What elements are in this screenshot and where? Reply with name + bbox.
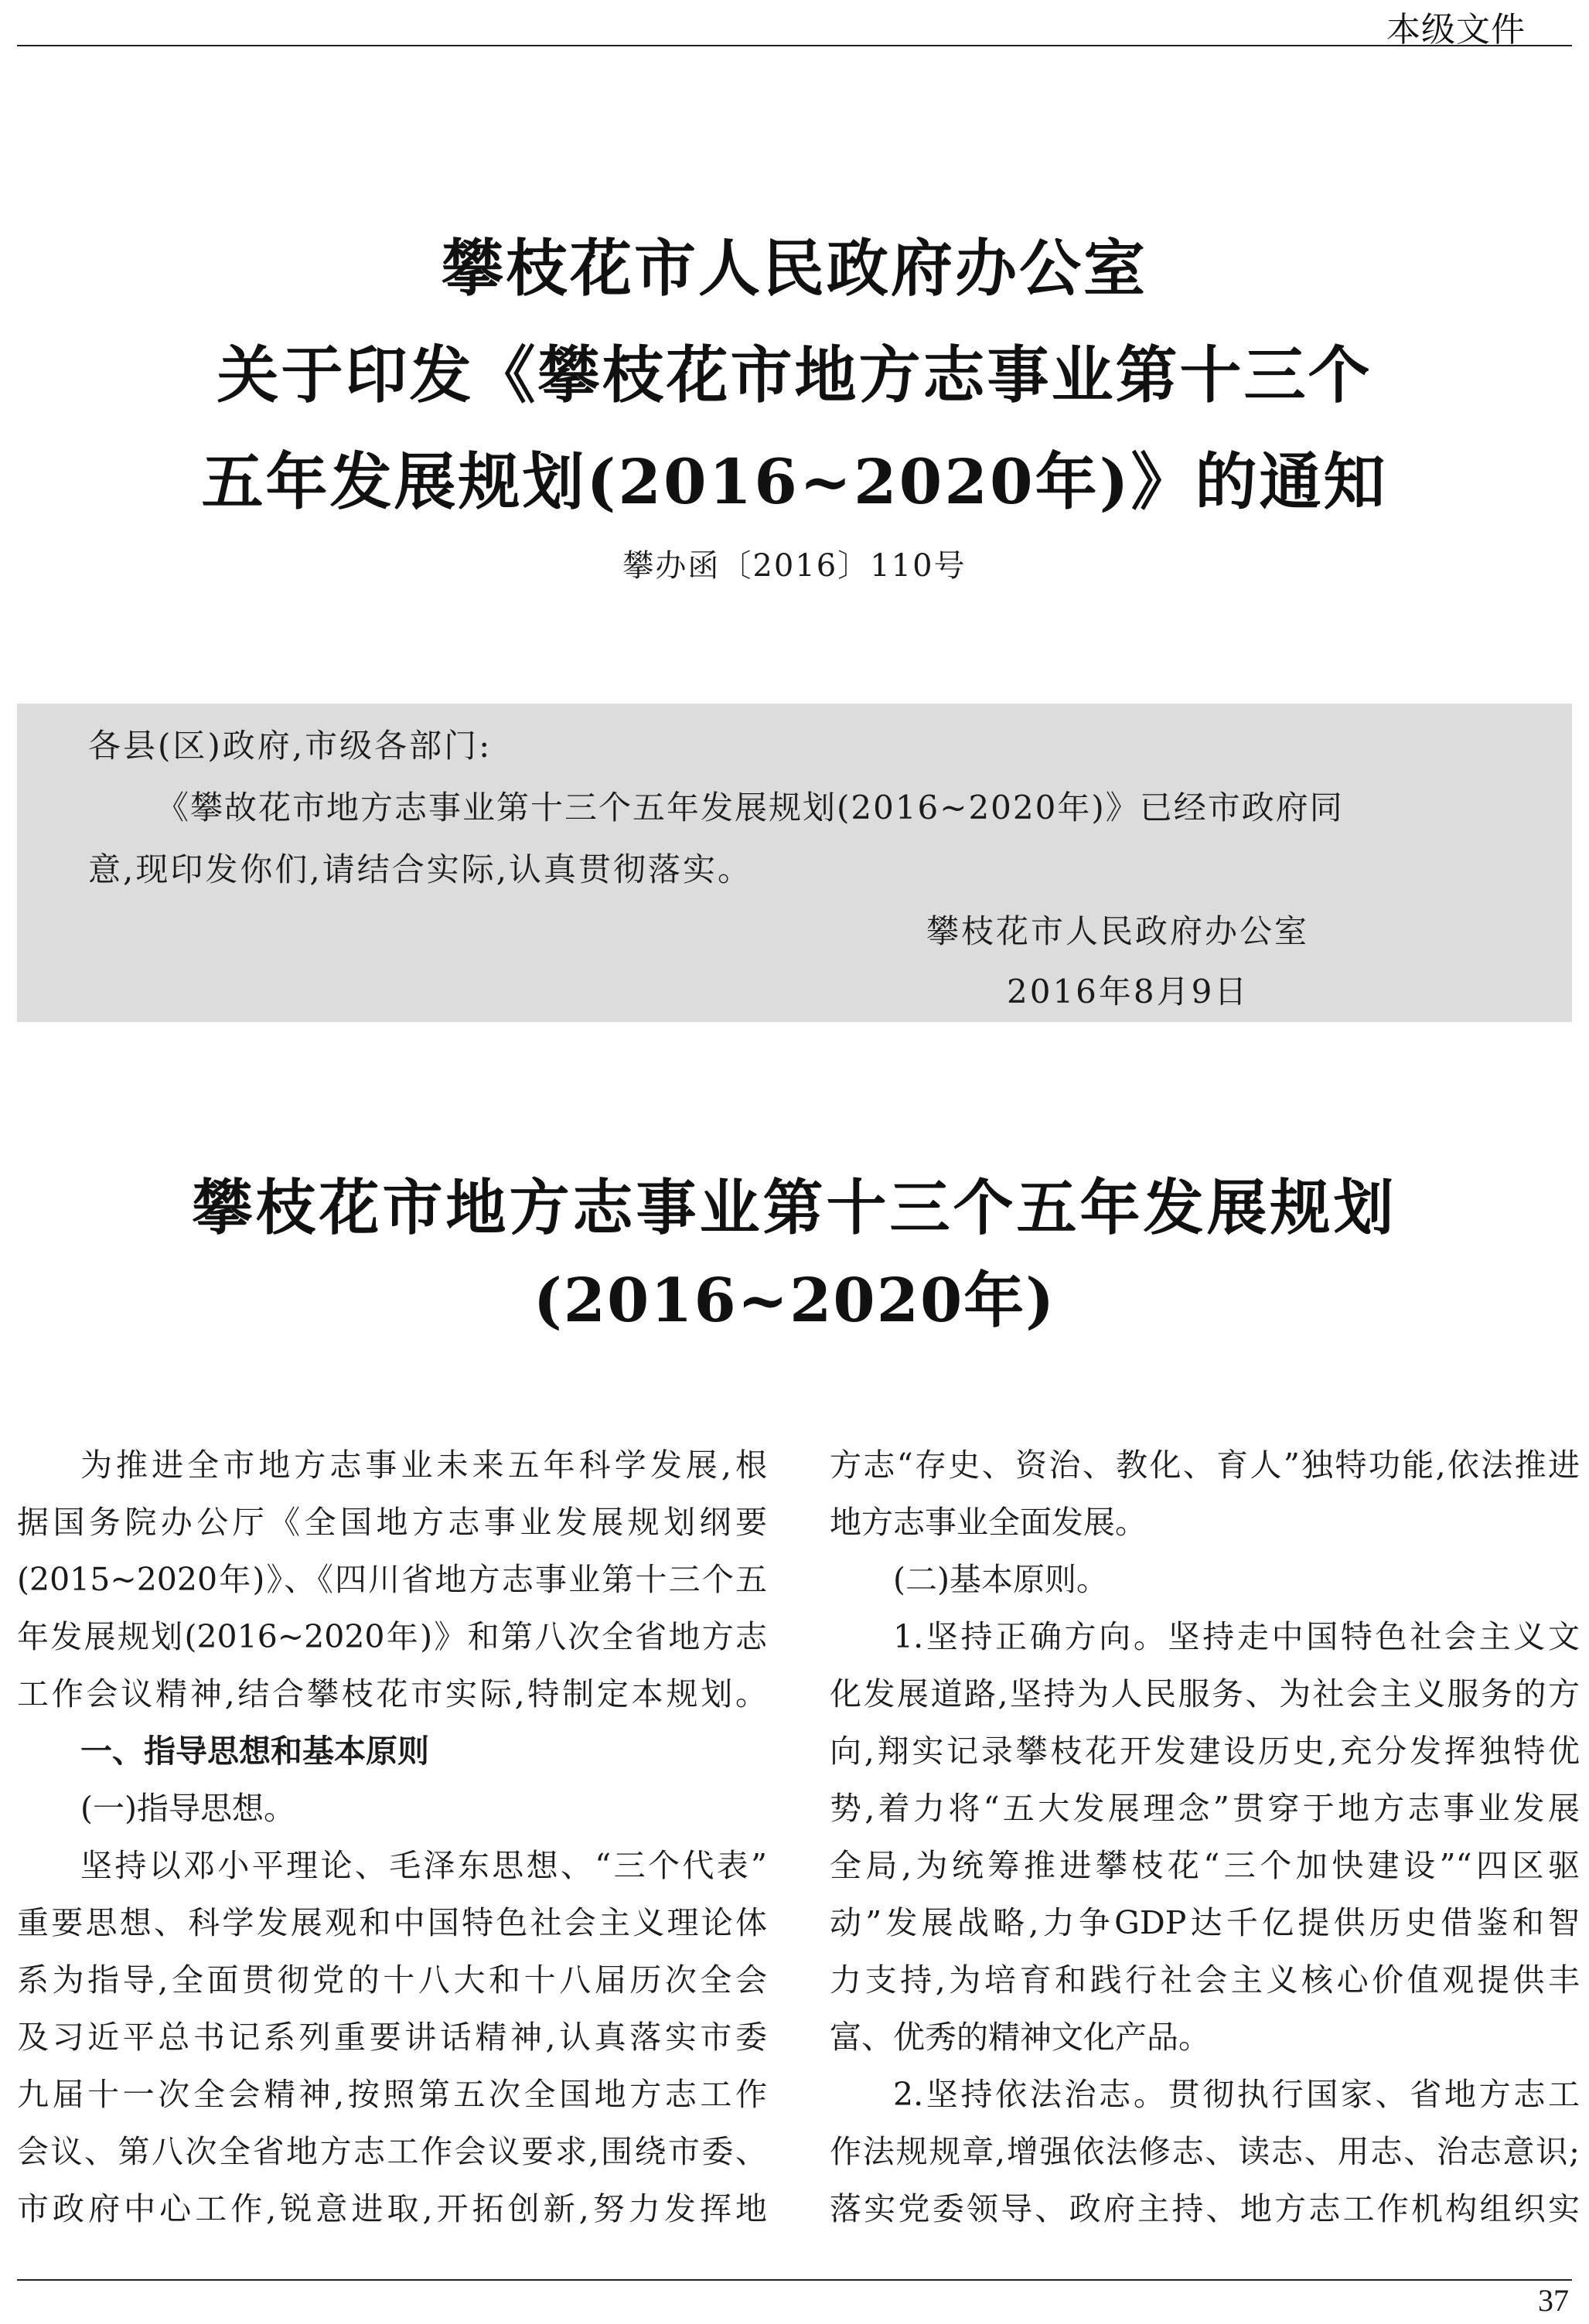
notice-body-box <box>17 704 1572 1022</box>
paragraph-line: 九届十一次全会精神,按照第五次全国地方志工作 <box>17 2076 767 2113</box>
paragraph-line: 动”发展战略,力争GDP达千亿提供历史借鉴和智 <box>830 1904 1580 1941</box>
paragraph-line: 势,着力将“五大发展理念”贯穿于地方志事业发展 <box>830 1790 1580 1827</box>
notice-body-line-2: 意,现印发你们,请结合实际,认真贯彻落实。 <box>88 850 753 888</box>
paragraph-line: 作法规规章,增强依法修志、读志、用志、治志意识; <box>830 2133 1580 2170</box>
page-number: 37 <box>1538 2283 1569 2318</box>
paragraph-line: 2.坚持依法治志。贯彻执行国家、省地方志工 <box>893 2076 1580 2113</box>
paragraph-line: 据国务院办公厅《全国地方志事业发展规划纲要 <box>17 1504 767 1541</box>
notice-title <box>0 215 1589 535</box>
paragraph-line: 市政府中心工作,锐意进取,开拓创新,努力发挥地 <box>17 2190 767 2227</box>
notice-title-line-3: 五年发展规划(2016~2020年)》的通知 <box>201 445 1388 518</box>
paragraph-line: 全局,为统筹推进攀枝花“三个加快建设”“四区驱 <box>830 1847 1580 1884</box>
top-divider <box>17 45 1572 46</box>
paragraph-line: 坚持以邓小平理论、毛泽东思想、“三个代表” <box>80 1847 767 1884</box>
notice-body-line-1: 《攀故花市地方志事业第十三个五年发展规划(2016~2020年)》已经市政府同 <box>156 789 1344 826</box>
left-column <box>17 1436 767 2237</box>
plan-title: 攀枝花市地方志事业第十三个五年发展规划 <box>192 1173 1397 1243</box>
notice-title-line-2: 关于印发《攀枝花市地方志事业第十三个 <box>217 339 1372 411</box>
subsection-heading: (二)基本原则。 <box>893 1561 1108 1598</box>
paragraph-line: 向,翔实记录攀枝花开发建设历史,充分发挥独特优 <box>830 1733 1580 1770</box>
paragraph-line: 工作会议精神,结合攀枝花市实际,特制定本规划。 <box>17 1675 767 1712</box>
paragraph-line: 年发展规划(2016~2020年)》和第八次全省地方志 <box>17 1618 767 1655</box>
notice-title-line-1: 攀枝花市人民政府办公室 <box>442 232 1147 305</box>
section-label: 本级文件 <box>1386 10 1526 49</box>
paragraph-line: 为推进全市地方志事业未来五年科学发展,根 <box>80 1447 767 1484</box>
paragraph-line: 地方志事业全面发展。 <box>830 1504 1147 1541</box>
paragraph-line: 落实党委领导、政府主持、地方志工作机构组织实 <box>830 2190 1580 2227</box>
paragraph-line: 重要思想、科学发展观和中国特色社会主义理论体 <box>17 1904 767 1941</box>
subsection-heading: (一)指导思想。 <box>80 1790 295 1827</box>
right-column <box>830 1436 1580 2237</box>
paragraph-line: 会议、第八次全省地方志工作会议要求,围绕市委、 <box>17 2133 767 2170</box>
paragraph-line: 及习近平总书记系列重要讲话精神,认真落实市委 <box>17 2019 767 2056</box>
document-number: 攀办函〔2016〕110号 <box>622 548 967 584</box>
paragraph-line: 富、优秀的精神文化产品。 <box>830 2019 1210 2056</box>
paragraph-line: 1.坚持正确方向。坚持走中国特色社会主义文 <box>893 1618 1580 1655</box>
plan-subtitle: (2016~2020年) <box>533 1266 1056 1336</box>
bottom-divider <box>17 2279 1572 2281</box>
paragraph-line: 系为指导,全面贯彻党的十八大和十八届历次全会 <box>17 1961 767 1999</box>
paragraph-line: 方志“存史、资治、教化、育人”独特功能,依法推进 <box>830 1447 1580 1484</box>
notice-addressee: 各县(区)政府,市级各部门: <box>88 727 493 765</box>
paragraph-line: 化发展道路,坚持为人民服务、为社会主义服务的方 <box>830 1675 1580 1712</box>
section-heading: 一、指导思想和基本原则 <box>80 1733 429 1770</box>
paragraph-line: (2015~2020年)》、《四川省地方志事业第十三个五 <box>17 1561 767 1598</box>
notice-date: 2016年8月9日 <box>1007 973 1250 1010</box>
paragraph-line: 力支持,为培育和践行社会主义核心价值观提供丰 <box>830 1961 1580 1999</box>
notice-issuer: 攀枝花市人民政府办公室 <box>926 912 1310 950</box>
